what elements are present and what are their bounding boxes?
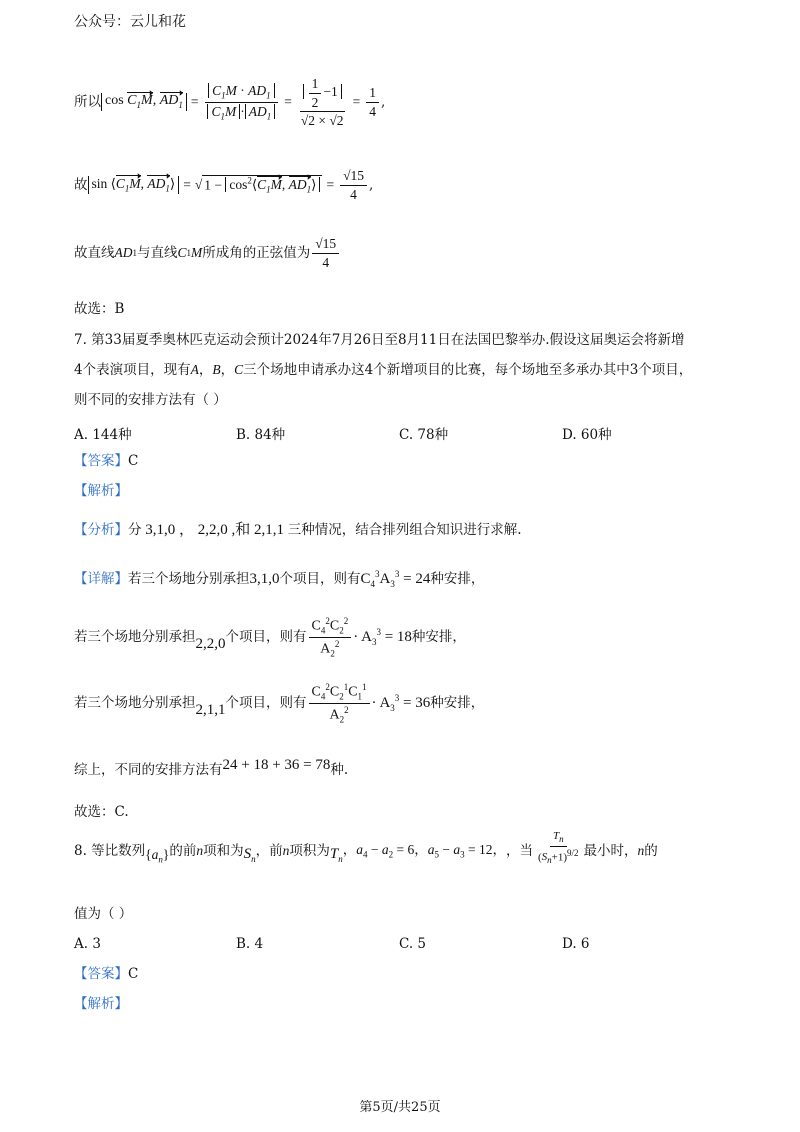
- q7-option-b: B. 84种: [236, 427, 286, 443]
- frac-value: $\frac{1}{2}$ −1 √2 × √2: [300, 76, 344, 129]
- frac-dot-product: $\frac{C_1M \cdot AD_1}{C_1M \cdot AD_1}$: [204, 83, 278, 122]
- q7-analysis-tag: 【解析】: [74, 483, 128, 499]
- q7-case1: 【详解】 若三个场地分别承担 3,1,0 个项目，则有 $C_4^3A_3^3 = 24$ 种安排，: [74, 569, 485, 589]
- answer-6: 故选：B: [74, 301, 125, 317]
- q8-line1: 8. 等比数列 $\{a_n\}$ 的前 n 项和为 $S_n$ ，前 n 项积为 $T_n$ ，$a_4 - a_2 = 6$，$a_5 - a_3 = 12$， ，当 $\frac{T_n}{(S_n+1)^{9/2}}$ 最小时， n 的: [74, 830, 658, 866]
- q7-summary: 综上，不同的安排方法有 24 + 18 + 36 = 78 种.: [74, 757, 349, 778]
- frac-result: $\frac{1}{4}$: [366, 85, 379, 119]
- q8-option-b: B. 4: [236, 936, 264, 952]
- page-footer: 第5页/共25页: [359, 1100, 441, 1115]
- q8-answer: 【答案】C: [74, 966, 139, 982]
- q7-final: 故选：C.: [74, 804, 129, 820]
- q7-option-d: D. 60种: [562, 427, 612, 443]
- q8-line2: 值为（ ）: [74, 906, 133, 922]
- frac-sine-value: $\frac{√15}{4}$: [312, 236, 339, 270]
- q8-option-a: A. 3: [74, 936, 101, 952]
- q7-line3: 则不同的安排方法有（ ）: [74, 392, 227, 408]
- frac-sin-result: $\frac{√15}{4}$: [340, 168, 367, 202]
- q8-option-c: C. 5: [399, 936, 427, 952]
- q7-answer: 【答案】C: [74, 453, 139, 469]
- q7-line2: 4个表演项目，现有A，B，C三个场地申请承办这4个新增项目的比赛，每个场地至多承办其中3个项目，: [74, 362, 693, 378]
- q7-option-c: C. 78种: [399, 427, 449, 443]
- abs-cos: $\cos C_1M$, $AD_1$: [101, 93, 187, 111]
- q7-line1: 7. 第33届夏季奥林匹克运动会预计2024年7月26日至8月11日在法国巴黎举办.假设这届奥运会将新增: [74, 332, 685, 348]
- q7-option-a: A. 144种: [74, 427, 132, 443]
- q7-case3: 若三个场地分别承担 2,1,1 个项目，则有 $\frac{C_4^2C_2^1C_1^1}{A_2^2}$ · $A_3^3 = 36$ 种安排，: [74, 682, 485, 725]
- q8-analysis-tag: 【解析】: [74, 996, 128, 1012]
- q8-option-d: D. 6: [562, 936, 590, 952]
- text-prefix: 所以: [74, 94, 101, 111]
- abs-sin: $\sin ⟨C_1M$, $AD_1⟩$: [88, 176, 180, 194]
- header-account: 公众号：云儿和花: [74, 14, 186, 30]
- text-prefix: 故: [74, 176, 88, 193]
- q7-fenxi: 【分析】分 3,1,0 ， 2,2,0 ,和 2,1,1 三种情况，结合排列组合知识进行求解.: [74, 522, 522, 538]
- q7-case2: 若三个场地分别承担 2,2,0 个项目，则有 $\frac{C_4^2C_2^2}{A_2^2}$ · $A_3^3 = 18$ 种安排，: [74, 616, 466, 659]
- conclusion-line: 故直线 AD 1 与直线 C 1 M 所成角的正弦值为 $\frac{√15}{4}$: [74, 236, 341, 270]
- formula-cos: 所以 $\cos C_1M$, $AD_1$ = $\frac{C_1M \cdot AD_1}{C_1M \cdot AD_1}$ = $\frac{1}{2}$ −1 √2 × √2 = $\frac{1}{4}$ ,: [74, 76, 386, 129]
- formula-sin: 故 $\sin ⟨C_1M$, $AD_1⟩$ = √ $1 - \cos^2⟨C_1M$, $AD_1⟩$ = $\frac{√15}{4}$ ,: [74, 168, 374, 202]
